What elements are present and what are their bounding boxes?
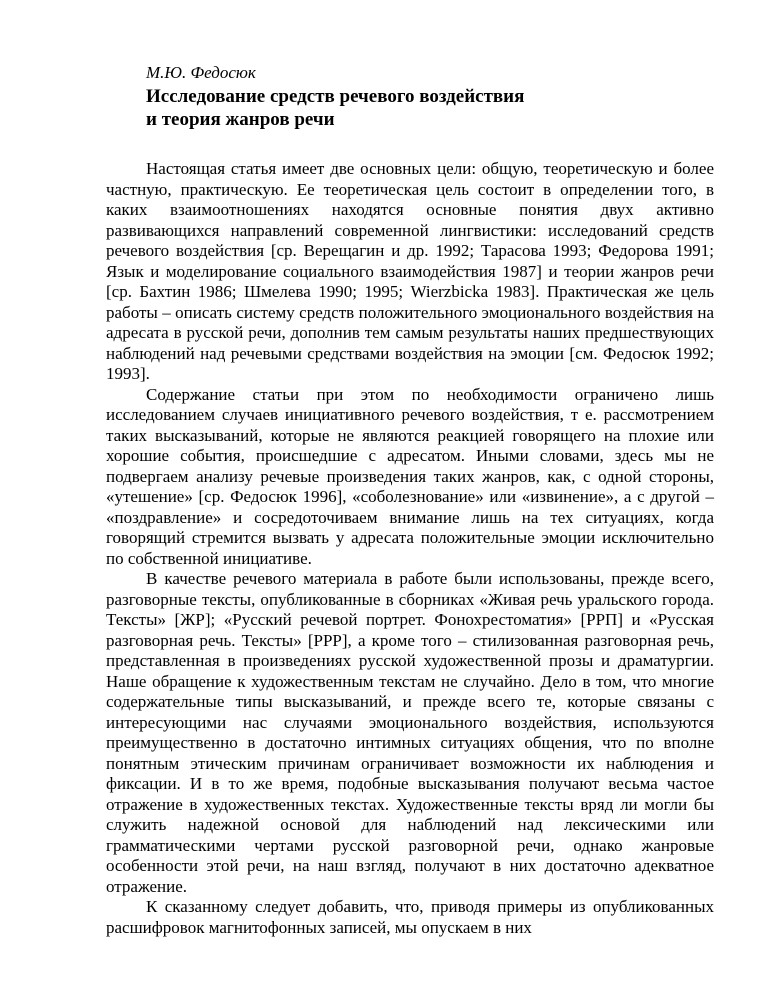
document-page — [106, 62, 714, 938]
paragraph-3: В качестве речевого материала в работе были использованы, прежде всего, разговорные тексты, опубликованные в сборниках «Живая речь уральского города. Тексты» [ЖР]; «Русский речевой портрет. Фонохрестоматия» [РРП] и «Русская разговорная речь. Тексты» [РРР], а кроме того – стилизованная разговорная речь, представленная в произведениях русской художественной прозы и драматургии. Наше обращение к художественным текстам не случайно. Дело в том, что многие содержательные типы высказываний, и прежде всего те, которые связаны с интересующими нас случаями эмоционального воздействия, используются преимущественно в достаточно интимных ситуациях общения, что по вполне понятным этическим причинам ограничивает возможности их наблюдения и фиксации. И в то же время, подобные высказывания получают весьма частое отражение в художественных текстах. Художественные тексты вряд ли могли бы служить надежной основой для наблюдений над лексическими или грамматическими чертами русской разговорной речи, однако жанровые особенности этой речи, на наш взгляд, получают в них достаточно адекватное отражение. — [106, 569, 714, 896]
author-name: М.Ю. Федосюк — [146, 63, 256, 82]
title-line-2: и теория жанров речи — [146, 109, 335, 130]
paragraph-1: Настоящая статья имеет две основных цели: общую, теоретическую и более частную, практическую. Ее теоретическая цель состоит в определении того, в каких взаимоотношениях находятся основные понятия двух активно развивающихся направлений современной лингвистики: исследований средств речевого воздействия [ср. Верещагин и др. 1992; Тарасова 1993; Федорова 1991; Язык и моделирование социального взаимодействия 1987] и теории жанров речи [ср. Бахтин 1986; Шмелева 1990; 1995; Wierzbicka 1983]. Практическая же цель работы – описать систему средств положительного эмоционального воздействия на адресата в русской речи, дополнив тем самым результаты наших предшествующих наблюдений над речевыми средствами воздействия на эмоции [см. Федосюк 1992; 1993]. — [106, 159, 714, 383]
title-line-1: Исследование средств речевого воздействия — [146, 86, 525, 107]
paragraph-4: К сказанному следует добавить, что, приводя примеры из опубликованных расшифровок магнитофонных записей, мы опускаем в них — [106, 897, 714, 937]
paragraph-2: Содержание статьи при этом по необходимости ограничено лишь исследованием случаев инициативного речевого воздействия, т е. рассмотрением таких высказываний, которые не являются реакцией говорящего на плохие или хорошие события, происшедшие с адресатом. Иными словами, здесь мы не подвергаем анализу речевые произведения таких жанров, как, с одной стороны, «утешение» [ср. Федосюк 1996], «соболезнование» или «извинение», а с другой – «поздравление» и сосредоточиваем внимание лишь на тех ситуациях, когда говорящий стремится вызвать у адресата положительные эмоции исключительно по собственной инициативе. — [106, 384, 714, 568]
article-body — [106, 159, 714, 938]
article-title — [106, 85, 714, 131]
